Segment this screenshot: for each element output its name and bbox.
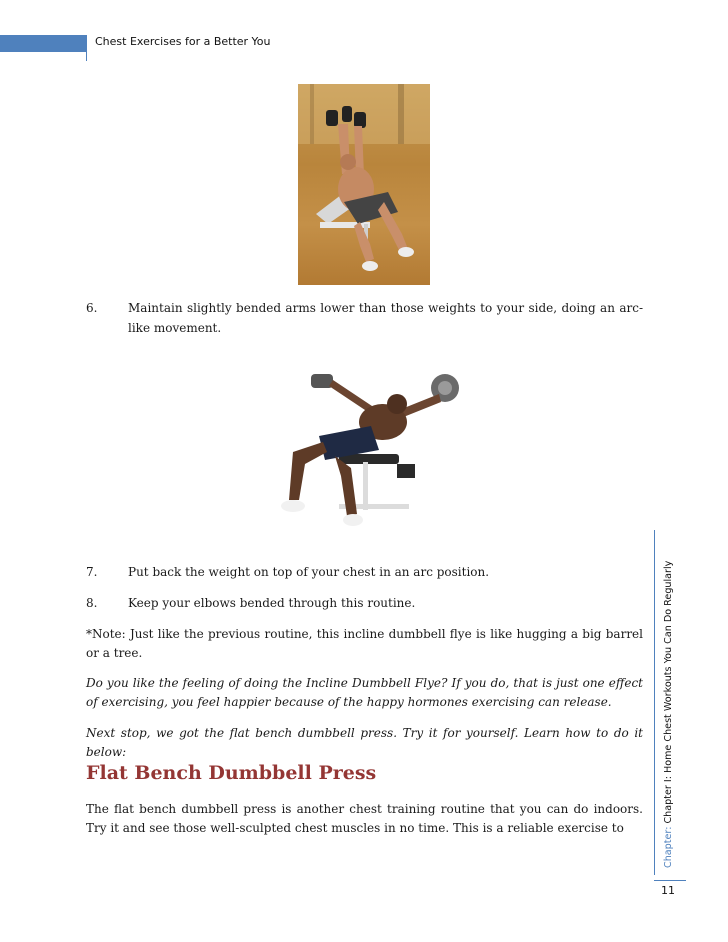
step-text: Keep your elbows bended through this routine. xyxy=(128,596,416,610)
section-heading: Flat Bench Dumbbell Press xyxy=(86,762,377,784)
page-number: 11 xyxy=(661,884,675,897)
step-text: Maintain slightly bended arms lower than those weights to your side, doing an arc-like movement. xyxy=(128,301,643,335)
header-accent-bar xyxy=(0,35,86,52)
incline-dumbbell-flye-photo xyxy=(279,364,464,546)
header-divider xyxy=(86,35,87,61)
italic-paragraph: Do you like the feeling of doing the Incline Dumbbell Flye? If you do, that is just one effect of exercising, you feel happier because of the happy hormones exercising can release. xyxy=(86,676,643,709)
step-text: Put back the weight on top of your chest in an arc position. xyxy=(128,565,490,579)
step-number: 7. xyxy=(86,565,98,579)
chapter-label: Chapter: xyxy=(663,826,674,868)
incline-dumbbell-press-photo xyxy=(298,84,430,285)
man-on-bench-dumbbell-flye-icon xyxy=(279,364,464,546)
chapter-title: Chapter I: Home Chest Workouts You Can Do Regularly xyxy=(663,560,674,824)
header-title: Chest Exercises for a Better You xyxy=(95,35,271,48)
man-on-incline-bench-pressing-dumbbells-icon xyxy=(298,84,430,285)
sidebar-divider xyxy=(654,530,655,875)
step-number: 6. xyxy=(86,301,98,315)
chapter-sidebar xyxy=(663,561,674,868)
page-number-rule xyxy=(654,880,686,881)
italic-paragraph: Next stop, we got the flat bench dumbbell press. Try it for yourself. Learn how to do it below: xyxy=(86,726,643,759)
body-paragraph: The flat bench dumbbell press is another chest training routine that you can do indoors. Try it and see those well-sculpted chest muscles in no time. This is a reliable exercise to xyxy=(86,802,643,835)
step-number: 8. xyxy=(86,596,98,610)
note-paragraph: *Note: Just like the previous routine, this incline dumbbell flye is like hugging a big barrel or a tree. xyxy=(86,627,643,660)
